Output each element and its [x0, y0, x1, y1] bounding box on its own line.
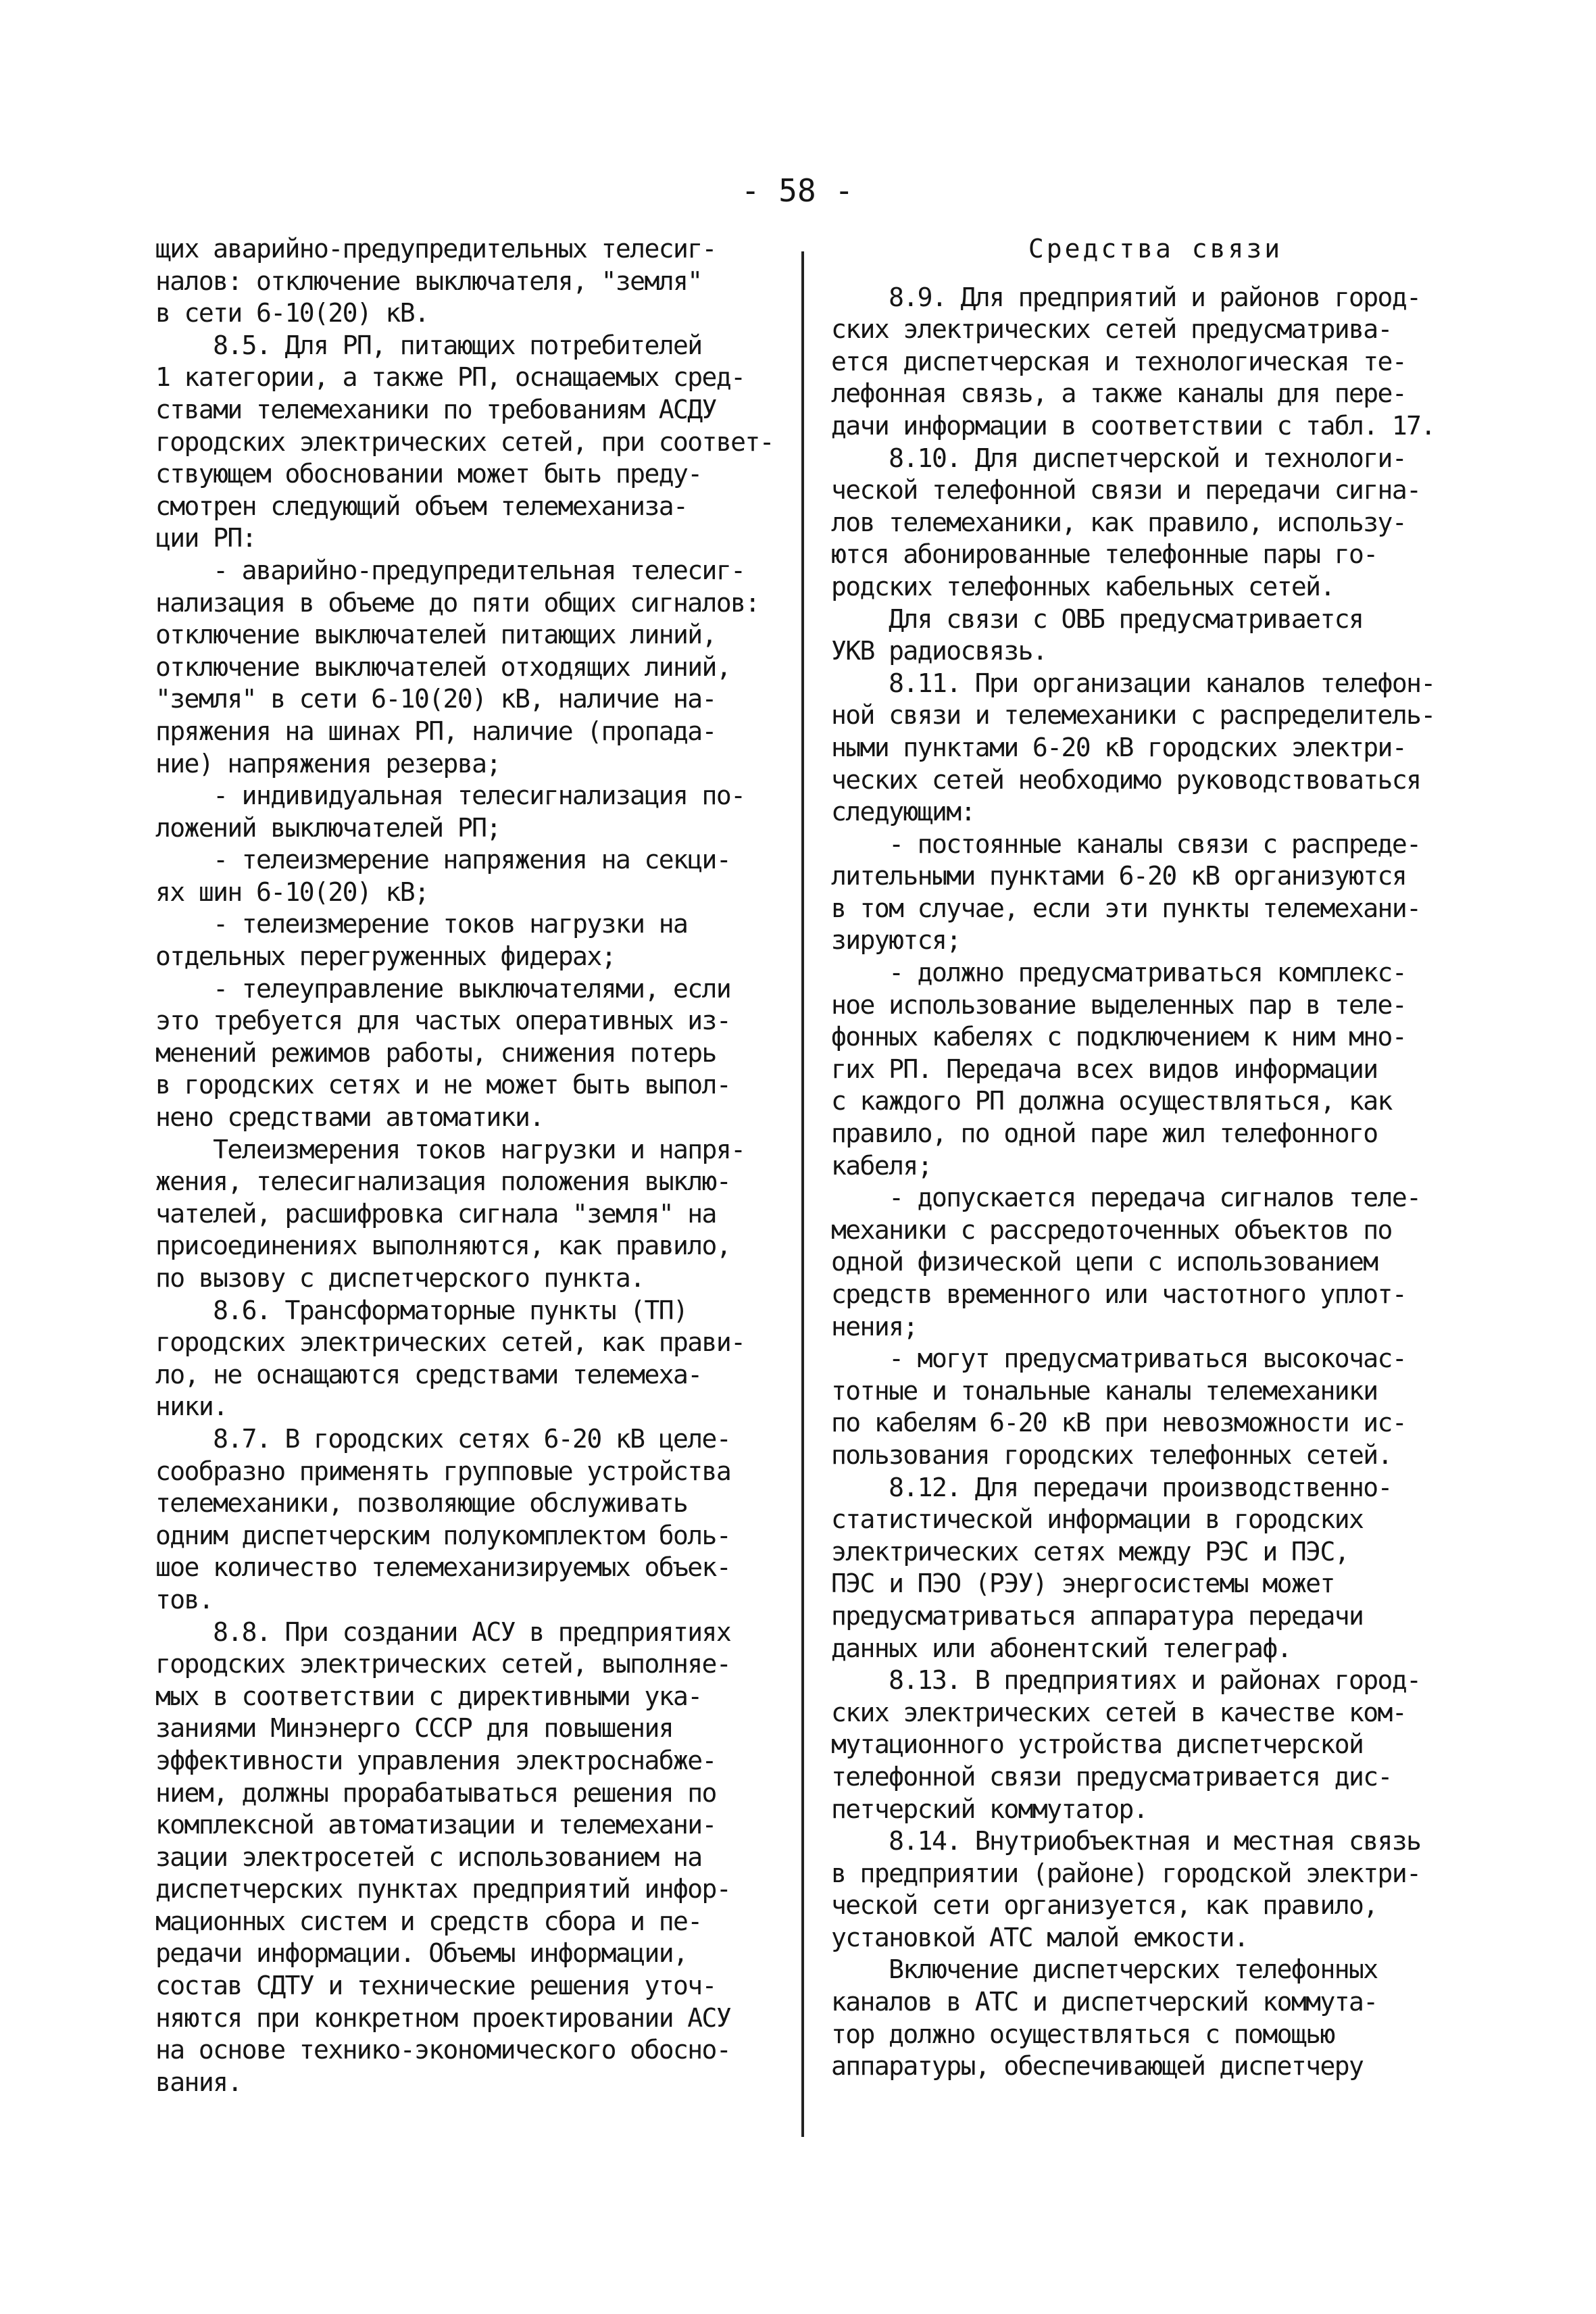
left-column: [155, 233, 797, 2098]
text-line: пряжения на шинах РП, наличие (пропада-: [155, 716, 716, 746]
text-line: - индивидуальная телесигнализация по-: [155, 781, 745, 811]
text-line: 8.12. Для передачи производственно-: [831, 1472, 1392, 1502]
text-line: средств временного или частотного уплот-: [831, 1279, 1407, 1309]
text-line: в городских сетях и не может быть выпол-: [155, 1070, 731, 1100]
text-line: 8.7. В городских сетях 6-20 кВ целе-: [155, 1423, 731, 1454]
text-line: ческих сетей необходимо руководствоваться: [831, 764, 1421, 795]
text-line: состав СДТУ и технические решения уточ-: [155, 1971, 716, 2001]
text-line: городских электрических сетей, как прави-: [155, 1327, 745, 1358]
text-line: каналов в АТС и диспетчерский коммута-: [831, 1987, 1378, 2017]
section-heading: Средства связи: [1028, 234, 1283, 264]
text-line: пользования городских телефонных сетей.: [831, 1439, 1392, 1470]
text-line: 8.8. При создании АСУ в предприятиях: [155, 1617, 731, 1647]
text-line: мых в соответствии с директивными ука-: [155, 1681, 702, 1711]
text-line: лефонная связь, а также каналы для пере-: [831, 378, 1407, 409]
text-line: городских электрических сетей, при соответ-: [155, 426, 774, 457]
text-line: Для связи с ОВБ предусматривается: [831, 604, 1364, 634]
text-line: 8.5. Для РП, питающих потребителей: [155, 330, 702, 360]
text-line: 8.6. Трансформаторные пункты (ТП): [155, 1295, 688, 1325]
right-column: [831, 233, 1480, 2083]
column-divider: [801, 251, 804, 2137]
text-line: одной физической цепи с использованием: [831, 1247, 1378, 1277]
text-line: - телеуправление выключателями, если: [155, 973, 731, 1004]
text-line: на основе технико-экономического обосно-: [155, 2035, 731, 2065]
text-line: - должно предусматриваться комплекс-: [831, 958, 1407, 988]
text-line: механики с рассредоточенных объектов по: [831, 1214, 1392, 1245]
text-line: 8.10. Для диспетчерской и технологи-: [831, 443, 1407, 473]
text-line: с каждого РП должна осуществляться, как: [831, 1086, 1392, 1116]
text-line: ние) напряжения резерва;: [155, 748, 501, 779]
text-line: петчерский коммутатор.: [831, 1794, 1148, 1824]
text-line: - телеизмерение токов нагрузки на: [155, 909, 688, 939]
text-line: редачи информации. Объемы информации,: [155, 1938, 688, 1969]
text-line: УКВ радиосвязь.: [831, 636, 1047, 666]
text-line: тов.: [155, 1584, 214, 1615]
text-line: зируются;: [831, 925, 961, 956]
text-line: ствами телемеханики по требованиям АСДУ: [155, 394, 716, 424]
text-line: чателей, расшифровка сигнала "земля" на: [155, 1198, 716, 1229]
text-line: одним диспетчерским полукомплектом боль-: [155, 1520, 731, 1550]
text-line: по вызову с диспетчерского пункта.: [155, 1263, 645, 1293]
text-line: Включение диспетчерских телефонных: [831, 1954, 1378, 1985]
text-line: гих РП. Передача всех видов информации: [831, 1054, 1378, 1084]
text-line: телемеханики, позволяющие обслуживать: [155, 1488, 688, 1519]
text-line: 1 категории, а также РП, оснащаемых сред-: [155, 362, 745, 393]
text-line: диспетчерских пунктах предприятий инфор-: [155, 1874, 731, 1904]
text-line: ях шин 6-10(20) кВ;: [155, 877, 429, 907]
text-line: щих аварийно-предупредительных телесиг-: [155, 234, 716, 264]
text-line: ными пунктами 6-20 кВ городских электри-: [831, 732, 1407, 762]
text-line: - постоянные каналы связи с распреде-: [831, 829, 1421, 859]
text-line: вания.: [155, 2067, 242, 2097]
text-line: 8.11. При организации каналов телефон-: [831, 668, 1435, 698]
text-line: родских телефонных кабельных сетей.: [831, 571, 1335, 601]
text-line: следующим:: [831, 797, 975, 827]
text-line: сообразно применять групповые устройства: [155, 1456, 731, 1486]
text-line: мутационного устройства диспетчерской: [831, 1729, 1364, 1760]
text-line: лительными пунктами 6-20 кВ организуются: [831, 861, 1407, 891]
text-line: - могут предусматриваться высокочас-: [831, 1344, 1407, 1374]
text-line: ции РП:: [155, 523, 256, 553]
text-line: ной связи и телемеханики с распределитель-: [831, 700, 1435, 731]
text-line: фонных кабелях с подключением к ним мно-: [831, 1022, 1407, 1052]
text-line: 8.14. Внутриобъектная и местная связь: [831, 1826, 1421, 1856]
text-line: - телеизмерение напряжения на секци-: [155, 845, 731, 875]
text-line: менений режимов работы, снижения потерь: [155, 1037, 716, 1068]
text-line: это требуется для частых оперативных из-: [155, 1006, 731, 1036]
text-line: эффективности управления электроснабже-: [155, 1745, 716, 1775]
text-line: правило, по одной паре жил телефонного: [831, 1118, 1378, 1149]
text-line: в том случае, если эти пункты телемехани-: [831, 893, 1421, 923]
text-line: отключение выключателей отходящих линий,: [155, 651, 731, 682]
text-line: ло, не оснащаются средствами телемеха-: [155, 1359, 702, 1389]
text-line: ческой телефонной связи и передачи сигна-: [831, 475, 1421, 506]
text-line: тор должно осуществляться с помощью: [831, 2019, 1335, 2049]
text-line: лов телемеханики, как правило, использу-: [831, 507, 1407, 537]
text-line: присоединениях выполняются, как правило,: [155, 1231, 731, 1261]
text-line: нием, должны прорабатываться решения по: [155, 1777, 716, 1808]
text-line: ются абонированные телефонные пары го-: [831, 539, 1378, 570]
text-line: "земля" в сети 6-10(20) кВ, наличие на-: [155, 684, 716, 714]
text-line: установкой АТС малой емкости.: [831, 1922, 1249, 1952]
text-line: нено средствами автоматики.: [155, 1102, 544, 1133]
text-line: тотные и тональные каналы телемеханики: [831, 1375, 1378, 1406]
text-line: шое количество телемеханизируемых объек-: [155, 1552, 731, 1583]
text-line: смотрен следующий объем телемеханиза-: [155, 491, 688, 521]
text-line: кабеля;: [831, 1150, 932, 1181]
text-line: данных или абонентский телеграф.: [831, 1633, 1291, 1663]
text-line: в сети 6-10(20) кВ.: [155, 298, 429, 328]
text-line: комплексной автоматизации и телемехани-: [155, 1810, 716, 1840]
text-line: электрических сетях между РЭС и ПЭС,: [831, 1536, 1349, 1567]
text-line: - аварийно-предупредительная телесиг-: [155, 555, 745, 585]
text-line: ПЭС и ПЭО (РЭУ) энергосистемы может: [831, 1569, 1335, 1599]
text-line: предусматриваться аппаратура передачи: [831, 1600, 1364, 1631]
text-line: ческой сети организуется, как правило,: [831, 1890, 1378, 1921]
text-line: в предприятии (районе) городской электри-: [831, 1858, 1421, 1888]
text-line: заниями Минэнерго СССР для повышения: [155, 1713, 674, 1744]
text-line: нализация в объеме до пяти общих сигналов:: [155, 587, 759, 618]
text-line: мационных систем и средств сбора и пе-: [155, 1906, 702, 1936]
text-line: статистической информации в городских: [831, 1504, 1364, 1535]
text-line: ствующем обосновании может быть преду-: [155, 459, 702, 489]
text-line: телефонной связи предусматривается дис-: [831, 1761, 1392, 1792]
text-line: Телеизмерения токов нагрузки и напря-: [155, 1134, 745, 1164]
text-line: отключение выключателей питающих линий,: [155, 620, 716, 650]
text-line: ских электрических сетей в качестве ком-: [831, 1697, 1407, 1727]
text-line: няются при конкретном проектировании АСУ: [155, 2002, 731, 2033]
text-line: 8.13. В предприятиях и районах город-: [831, 1665, 1421, 1696]
text-line: ских электрических сетей предусматрива-: [831, 314, 1392, 345]
text-line: жения, телесигнализация положения выклю-: [155, 1166, 731, 1197]
text-line: ное использование выделенных пар в теле-: [831, 989, 1407, 1020]
text-line: отдельных перегруженных фидерах;: [155, 941, 616, 972]
text-line: по кабелям 6-20 кВ при невозможности ис-: [831, 1408, 1407, 1438]
text-line: ется диспетчерская и технологическая те-: [831, 346, 1407, 376]
text-line: - допускается передача сигналов теле-: [831, 1183, 1421, 1213]
text-line: 8.9. Для предприятий и районов город-: [831, 282, 1421, 312]
text-line: нения;: [831, 1311, 918, 1341]
text-line: дачи информации в соответствии с табл. 17.: [831, 410, 1435, 441]
page-number: - 58 -: [741, 172, 854, 209]
text-line: ложений выключателей РП;: [155, 812, 501, 843]
text-line: налов: отключение выключателя, "земля": [155, 266, 702, 296]
text-line: городских электрических сетей, выполняе-: [155, 1649, 731, 1679]
text-line: зации электросетей с использованием на: [155, 1842, 702, 1872]
text-line: аппаратуры, обеспечивающей диспетчеру: [831, 2051, 1364, 2082]
text-line: ники.: [155, 1392, 228, 1422]
